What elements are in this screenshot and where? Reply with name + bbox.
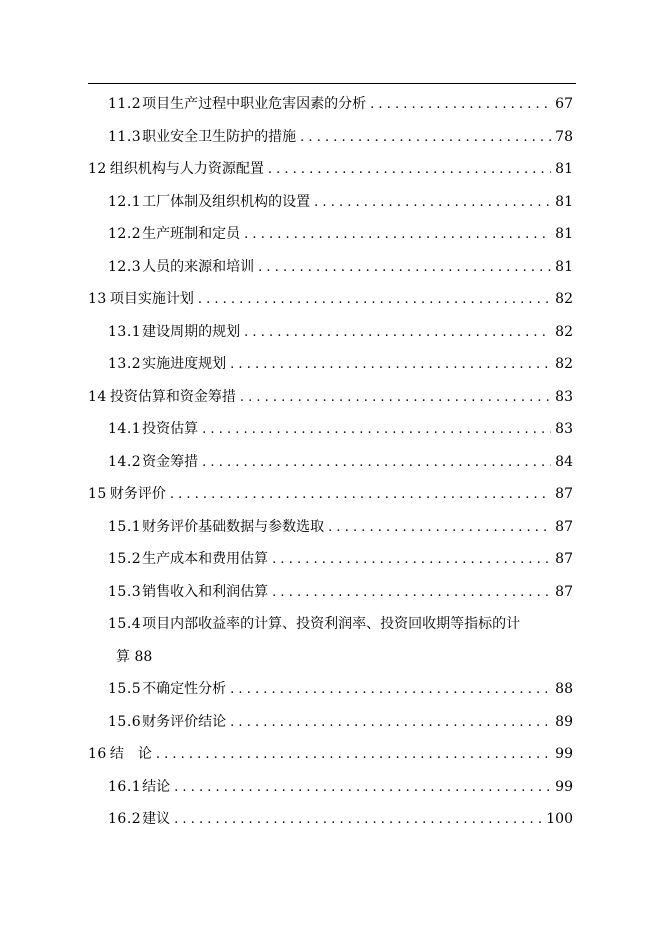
toc-leader <box>240 382 551 415</box>
toc-entry-14-2[interactable] <box>0 446 662 479</box>
toc-page: 82 <box>555 323 573 340</box>
toc-page: 88 <box>134 648 153 665</box>
toc-number: 16.1 <box>108 778 142 795</box>
toc-title: 投资估算 <box>142 421 199 437</box>
toc-number: 14 <box>88 388 107 405</box>
toc-title: 财务评价 <box>109 486 166 502</box>
toc-title: 人员的来源和培训 <box>142 258 255 275</box>
toc-leader <box>268 154 551 187</box>
toc-leader <box>314 187 551 220</box>
toc-number: 15 <box>88 486 107 502</box>
toc-page: 81 <box>555 161 573 177</box>
toc-title: 建设周期的规划 <box>142 323 241 340</box>
toc-number: 15.6 <box>108 713 142 730</box>
toc-title: 生产班制和定员 <box>142 226 241 242</box>
toc-number: 14.1 <box>108 421 142 437</box>
toc-entry-15-4[interactable] <box>0 608 662 673</box>
toc-number: 11.2 <box>108 96 142 112</box>
toc-title: 项目实施计划 <box>109 291 194 307</box>
toc-entry-15-3[interactable] <box>0 576 662 609</box>
toc-number: 15.4 <box>108 616 142 632</box>
toc-entry-14-1[interactable] <box>0 413 662 446</box>
toc-entry-line-2 <box>108 641 573 674</box>
toc-leader <box>328 512 551 545</box>
toc-title: 工厂体制及组织机构的设置 <box>142 193 311 210</box>
toc-leader <box>244 219 551 252</box>
toc-title: 投资估算和资金筹措 <box>109 388 236 405</box>
toc-entry-13-1[interactable] <box>0 316 662 349</box>
toc-title: 生产成本和费用估算 <box>142 551 269 567</box>
toc-page: 87 <box>555 486 573 502</box>
toc-leader <box>198 284 551 317</box>
toc-entry-12-2[interactable] <box>0 218 662 251</box>
toc-entry-13[interactable] <box>0 283 662 316</box>
toc-entry-16[interactable] <box>0 738 662 771</box>
toc-number: 11.3 <box>108 128 142 145</box>
toc-leader <box>156 739 551 772</box>
toc-title-continued: 算 <box>116 648 130 665</box>
toc-page: 83 <box>555 388 573 405</box>
toc-title: 结 论 <box>109 746 152 762</box>
toc-title: 职业安全卫生防护的措施 <box>142 128 297 145</box>
toc-title: 项目生产过程中职业危害因素的分析 <box>142 96 367 112</box>
toc-entry-15-6[interactable] <box>0 706 662 739</box>
toc-page: 83 <box>555 421 573 437</box>
toc-leader <box>170 479 551 512</box>
toc-title: 财务评价结论 <box>142 713 227 730</box>
toc-leader <box>230 707 551 740</box>
toc-number: 12.3 <box>108 258 142 275</box>
toc-entry-12-1[interactable] <box>0 186 662 219</box>
toc-page: 81 <box>555 258 573 275</box>
toc-entry-13-2[interactable] <box>0 348 662 381</box>
toc-page: 88 <box>555 681 573 697</box>
toc-number: 12 <box>88 161 107 177</box>
toc-leader <box>258 252 551 285</box>
toc-number: 15.1 <box>108 518 142 535</box>
toc-entry-11-2[interactable] <box>0 88 662 121</box>
toc-entry-16-2[interactable] <box>0 803 662 836</box>
toc-entry-line-1 <box>108 608 573 641</box>
toc-leader <box>272 544 551 577</box>
toc-entry-12-3[interactable] <box>0 251 662 284</box>
toc-number: 15.5 <box>108 681 142 697</box>
toc-number: 15.2 <box>108 551 142 567</box>
table-of-contents <box>0 88 662 836</box>
toc-page: 82 <box>555 291 573 307</box>
toc-page: 87 <box>555 583 573 600</box>
toc-page: 99 <box>555 778 573 795</box>
toc-number: 14.2 <box>108 453 142 470</box>
toc-leader <box>174 804 542 837</box>
toc-title: 资金筹措 <box>142 453 199 470</box>
toc-page: 89 <box>555 713 573 730</box>
toc-entry-15-5[interactable] <box>0 673 662 706</box>
toc-title: 财务评价基础数据与参数选取 <box>142 518 325 535</box>
toc-leader <box>272 577 551 610</box>
toc-leader <box>202 414 551 447</box>
toc-title: 结论 <box>142 778 171 795</box>
toc-page: 78 <box>555 128 573 145</box>
toc-entry-11-3[interactable] <box>0 121 662 154</box>
toc-title: 组织机构与人力资源配置 <box>109 161 264 177</box>
toc-entry-15-2[interactable] <box>0 543 662 576</box>
toc-page: 87 <box>555 551 573 567</box>
toc-page: 81 <box>555 193 573 210</box>
toc-page: 81 <box>555 226 573 242</box>
toc-number: 16.2 <box>108 811 142 827</box>
toc-number: 13.1 <box>108 323 142 340</box>
toc-leader <box>202 447 551 480</box>
toc-leader <box>230 674 551 707</box>
toc-title: 不确定性分析 <box>142 681 227 697</box>
toc-number: 13 <box>88 291 107 307</box>
toc-number: 12.1 <box>108 193 142 210</box>
toc-leader <box>300 122 551 155</box>
toc-entry-12[interactable] <box>0 153 662 186</box>
toc-title: 销售收入和利润估算 <box>142 583 269 600</box>
toc-page: 67 <box>555 96 573 112</box>
toc-number: 12.2 <box>108 226 142 242</box>
toc-leader <box>370 89 551 122</box>
toc-page: 100 <box>546 811 573 827</box>
toc-title: 建议 <box>142 811 171 827</box>
toc-number: 13.2 <box>108 356 142 372</box>
toc-entry-14[interactable] <box>0 381 662 414</box>
toc-leader <box>244 317 551 350</box>
toc-entry-15-1[interactable] <box>0 511 662 544</box>
toc-page: 84 <box>555 453 573 470</box>
toc-page: 87 <box>555 518 573 535</box>
toc-page: 99 <box>555 746 573 762</box>
header-rule <box>88 83 576 84</box>
toc-number: 16 <box>88 746 107 762</box>
toc-page: 82 <box>555 356 573 372</box>
toc-title: 项目内部收益率的计算、投资利润率、投资回收期等指标的计 <box>142 616 521 632</box>
toc-number: 15.3 <box>108 583 142 600</box>
toc-leader <box>230 349 551 382</box>
toc-entry-15[interactable] <box>0 478 662 511</box>
toc-title: 实施进度规划 <box>142 356 227 372</box>
toc-entry-16-1[interactable] <box>0 771 662 804</box>
toc-leader <box>174 772 551 805</box>
